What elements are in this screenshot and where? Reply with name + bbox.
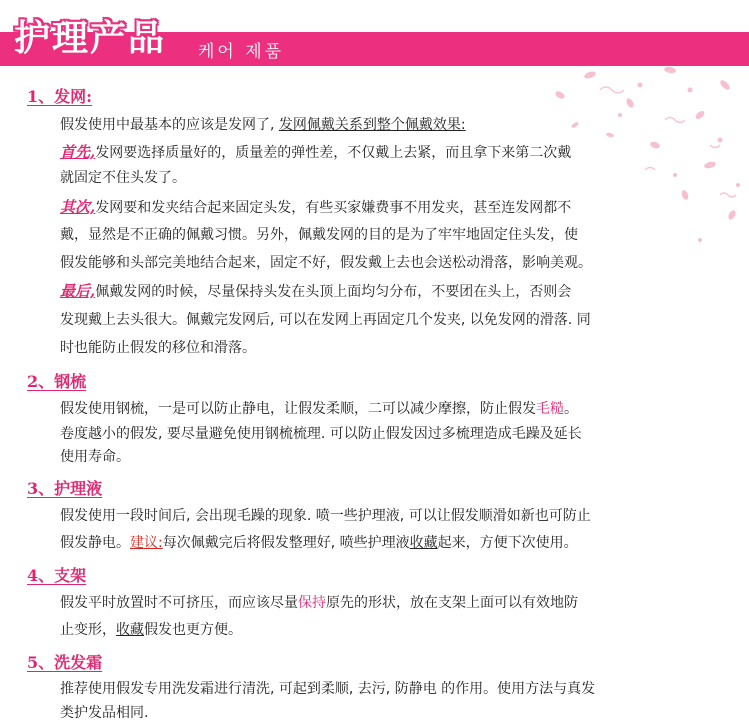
section-heading-stand: 4、支架 (27, 566, 87, 585)
paragraph-line: 假发能够和头部完美地结合起来，固定不好，假发戴上去也会送松动滑落，影响美观。 (60, 255, 592, 271)
page-title: 护理产品 (14, 18, 167, 59)
keyword-second: 其次, (60, 198, 96, 216)
paragraph-line: 卷度越小的假发, 要尽量避免使用钢梳梳理. 可以防止假发因过多梳理造成毛躁及延长 (60, 426, 582, 442)
paragraph-line: 最后,佩戴发网的时候，尽量保持头发在头顶上面均匀分布，不要团在头上，否则会 (60, 282, 572, 300)
paragraph-line: 假发静电。建议:每次佩戴完后将假发整理好, 喷些护理液收藏起来，方便下次使用。 (60, 535, 578, 551)
paragraph-line: 假发使用钢梳，一是可以防止静电，让假发柔顺，二可以减少摩擦，防止假发毛糙。 (60, 401, 578, 417)
section-heading-shampoo: 5、洗发霜 (27, 653, 103, 672)
paragraph-line: 时也能防止假发的移位和滑落。 (60, 340, 256, 356)
section-heading-care-liquid: 3、护理液 (27, 479, 103, 498)
paragraph-line: 发现戴上去头很大。佩戴完发网后, 可以在发网上再固定几个发夹, 以免发网的滑落. 同 (60, 312, 591, 328)
paragraph-line: 其次,发网要和发夹结合起来固定头发，有些买家嫌费事不用发夹，甚至连发网都不 (60, 198, 572, 216)
paragraph-line: 止变形，收藏假发也更方便。 (60, 622, 242, 638)
paragraph-line: 戴，显然是不正确的佩戴习惯。另外，佩戴发网的目的是为了牢牢地固定住头发，使 (60, 227, 578, 243)
section-heading-steel-comb: 2、钢梳 (27, 372, 87, 391)
paragraph-line: 假发使用中最基本的应该是发网了, 发网佩戴关系到整个佩戴效果: (60, 117, 466, 133)
paragraph-line: 首先,发网要选择质量好的，质量差的弹性差，不仅戴上去紧，而且拿下来第二次戴 (60, 143, 572, 161)
advice-label: 建议: (130, 535, 163, 551)
paragraph-line: 就固定不住头发了。 (60, 170, 186, 186)
paragraph-line: 使用寿命。 (60, 449, 130, 465)
keyword-first: 首先, (60, 143, 96, 161)
paragraph-line: 假发平时放置时不可挤压，而应该尽量保持原先的形状，放在支架上面可以有效地防 (60, 595, 578, 611)
keyword-finally: 最后, (60, 282, 96, 300)
paragraph-line: 推荐使用假发专用洗发霜进行清洗, 可起到柔顺, 去污, 防静电 的作用。使用方法与真发 (60, 681, 596, 697)
page-subtitle: 케어 제품 (198, 42, 285, 62)
paragraph-line: 假发使用一段时间后, 会出现毛躁的现象. 喷一些护理液, 可以让假发顺滑如新也可防止 (60, 508, 591, 524)
section-heading-hair-net: 1、发网: (27, 87, 93, 106)
paragraph-line: 类护发品相同. (60, 705, 149, 721)
